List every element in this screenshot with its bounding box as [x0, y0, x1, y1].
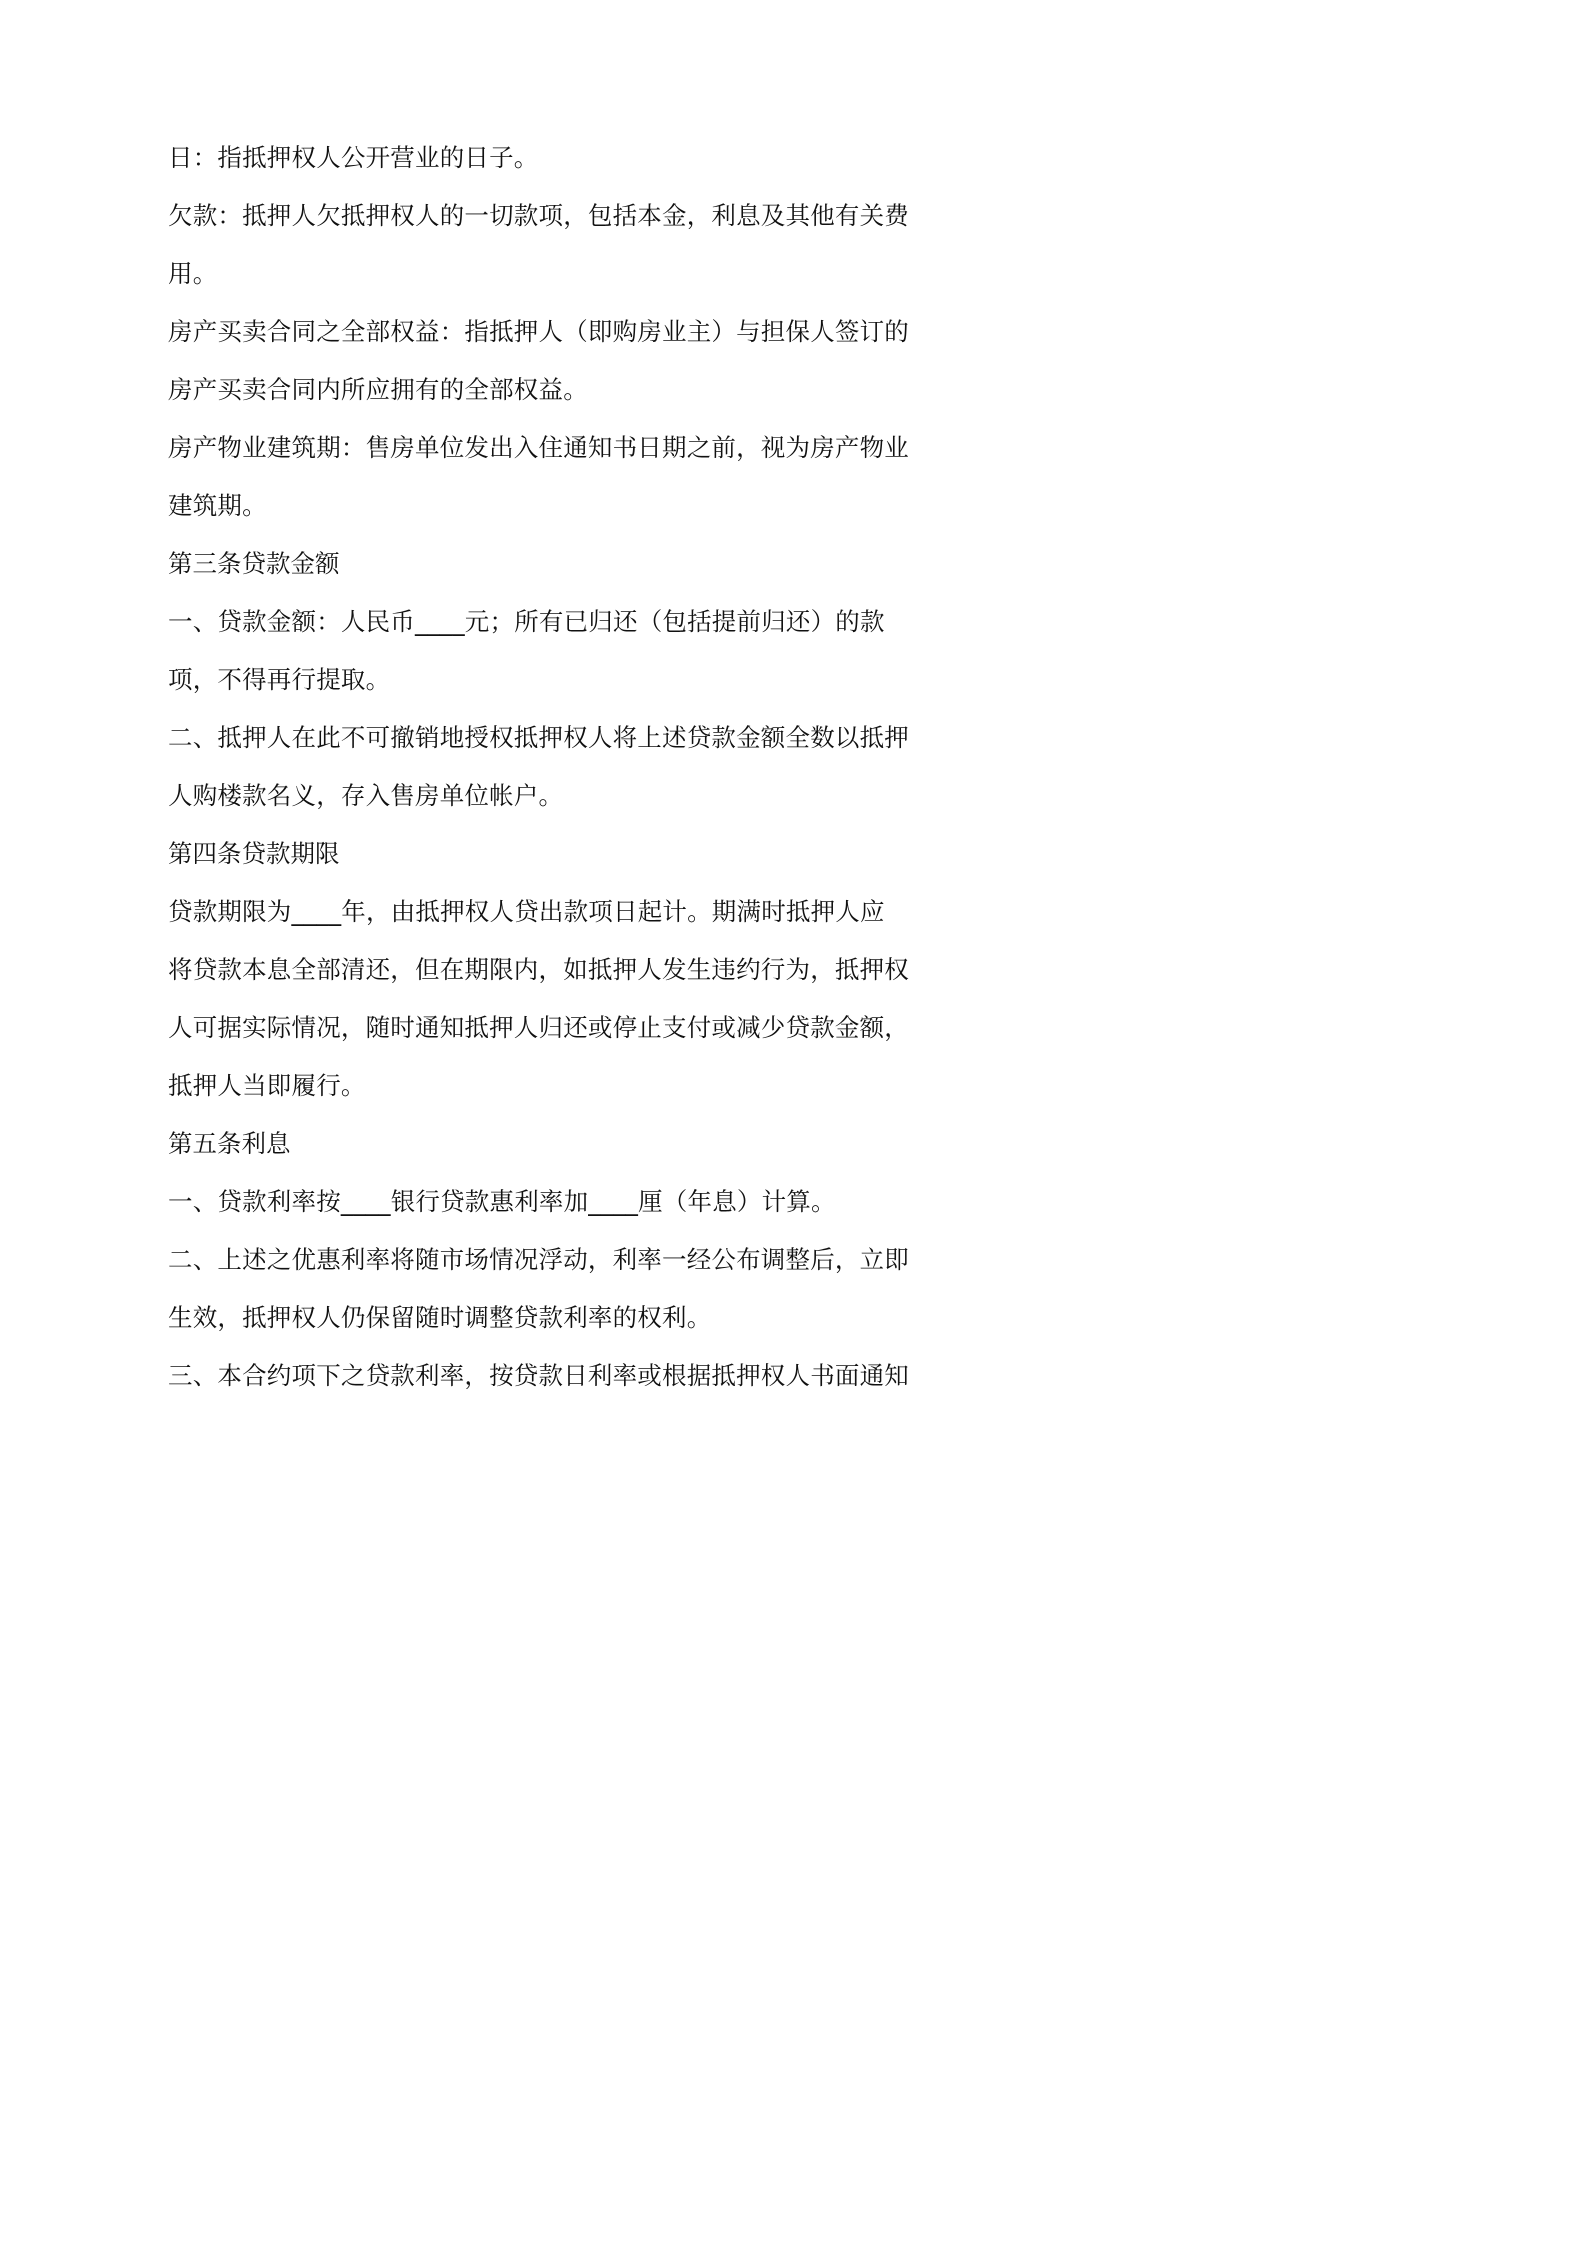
article-4-heading: 第四条贷款期限	[168, 839, 340, 868]
article-3-clause-1-line-2: 项，不得再行提取。	[168, 665, 391, 694]
article-5-heading: 第五条利息	[168, 1129, 291, 1158]
article-5-clause-2-line-1: 二、上述之优惠利率将随市场情况浮动，利率一经公布调整后，立即	[168, 1245, 909, 1274]
article-3-clause-1-line-1: 一、贷款金额：人民币____元；所有已归还（包括提前归还）的款	[168, 607, 885, 636]
definition-contract-rights-line-1: 房产买卖合同之全部权益：指抵押人（即购房业主）与担保人签订的	[168, 317, 909, 346]
article-5-clause-2-line-2: 生效，抵押权人仍保留随时调整贷款利率的权利。	[168, 1303, 712, 1332]
definition-contract-rights-line-2: 房产买卖合同内所应拥有的全部权益。	[168, 375, 588, 404]
article-5-clause-3-line-1: 三、本合约项下之贷款利率，按贷款日利率或根据抵押权人书面通知	[168, 1361, 909, 1390]
article-4-paragraph-line-2: 将贷款本息全部清还，但在期限内，如抵押人发生违约行为，抵押权	[168, 955, 909, 984]
article-5-clause-1: 一、贷款利率按____银行贷款惠利率加____厘（年息）计算。	[168, 1187, 836, 1216]
definition-business-day: 日：指抵押权人公开营业的日子。	[168, 143, 539, 172]
article-3-clause-2-line-2: 人购楼款名义，存入售房单位帐户。	[168, 781, 564, 810]
article-3-clause-2-line-1: 二、抵押人在此不可撤销地授权抵押权人将上述贷款金额全数以抵押	[168, 723, 909, 752]
document-page	[0, 0, 1100, 1556]
article-4-paragraph-line-4: 抵押人当即履行。	[168, 1071, 366, 1100]
definition-debt-line-1: 欠款：抵押人欠抵押权人的一切款项，包括本金，利息及其他有关费	[168, 201, 909, 230]
definition-construction-period-line-2: 建筑期。	[168, 491, 267, 520]
article-3-heading: 第三条贷款金额	[168, 549, 340, 578]
definition-debt-line-2: 用。	[168, 259, 218, 288]
definition-construction-period-line-1: 房产物业建筑期：售房单位发出入住通知书日期之前，视为房产物业	[168, 433, 909, 462]
article-4-paragraph-line-1: 贷款期限为____年，由抵押权人贷出款项日起计。期满时抵押人应	[168, 897, 885, 926]
article-4-paragraph-line-3: 人可据实际情况，随时通知抵押人归还或停止支付或减少贷款金额，	[168, 1013, 909, 1042]
